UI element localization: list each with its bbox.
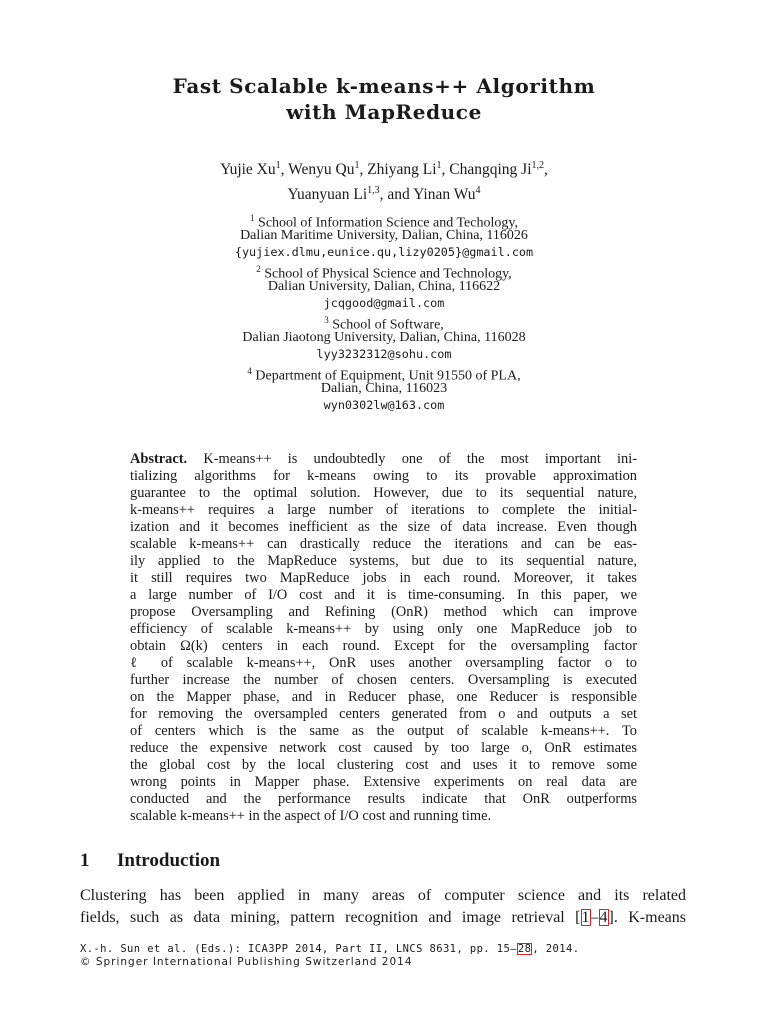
- affiliation-4: $^4$ Department of Equipment, Unit 91550 of PLA,: [247, 366, 521, 384]
- abstract-line: scalable k-means++ in the aspect of I/O cost and running time.: [130, 808, 492, 824]
- body-text: [80, 884, 686, 928]
- abstract-line: the global cost by the local clustering cost and uses it to remove some: [130, 757, 637, 773]
- paper-title: [0, 73, 768, 125]
- title-line-1: Fast Scalable k-means++ Algorithm: [172, 74, 596, 98]
- abstract-line: guarantee to the optimal solution. However, due to its sequential nature,: [130, 485, 637, 501]
- abstract: [130, 451, 637, 825]
- section-heading: [80, 850, 220, 872]
- abstract-line: reduce the expensive network cost caused by too large o, OnR estimates: [130, 740, 637, 756]
- affiliation-3: $^3$ School of Software,: [324, 315, 444, 333]
- abstract-line: tializing algorithms for k-means owing to its provable approximation: [130, 468, 637, 484]
- email-address: lyy3232312@sohu.com: [316, 347, 452, 361]
- abstract-line: a large number of I/O cost and it is time-consuming. In this paper, we: [130, 587, 637, 603]
- affiliation-2: $^2$ School of Physical Science and Technology,: [256, 264, 512, 282]
- email-address: wyn0302lw@163.com: [323, 398, 445, 412]
- author-name: and Yinan Wu: [387, 186, 476, 204]
- abstract-line: it still requires two MapReduce jobs in each round. Moreover, it takes: [130, 570, 637, 586]
- abstract-line: propose Oversampling and Refining (OnR) method which can improve: [130, 604, 637, 620]
- abstract-line: further increase the number of chosen centers. Oversampling is executed: [130, 672, 637, 688]
- abstract-line: ization and it becomes inefficient as the size of data increase. Even though: [130, 519, 637, 535]
- author-name: Yujie Xu: [220, 161, 276, 179]
- page-range-link[interactable]: 28: [517, 943, 532, 955]
- body-line: fields, such as data mining, pattern recognition and image retrieval [1–4]. K-means: [80, 909, 686, 926]
- affiliation-1: $^1$ School of Information Science and Techology,: [250, 213, 518, 231]
- abstract-label: Abstract.: [130, 451, 188, 467]
- abstract-line: for removing the oversampled centers generated from o and outputs a set: [130, 706, 637, 722]
- abstract-line: of centers which is the same as the output of scalable k-means++. To: [130, 723, 637, 739]
- abstract-line: obtain Ω(k) centers in each round. Except for the oversampling factor: [130, 638, 637, 654]
- abstract-line: ily applied to the MapReduce systems, but due to its sequential nature,: [130, 553, 637, 569]
- citation-link[interactable]: 1: [581, 909, 590, 926]
- affiliations: $^1$ School of Information Science and Techology, Dalian Maritime University, Dalian, China, 116026 {yujiex.dlmu,eunice.qu,lizy0205}@gmail.com $^2$ School of Physical Science and Technology, Dalian University, Dalian, China, 116622 jcqgood@gmail.com $^3$ School of Software, Dalian Jiaotong University, Dalian, China, 116028 lyy3232312@sohu.com $^4$ Department of Equipment, Unit 91550 of PLA, Dalian, China, 116023 wyn0302lw@163.com: [0, 210, 768, 414]
- footer-copyright: © Springer International Publishing Switzerland 2014: [80, 956, 413, 968]
- author-name: Zhiyang Li: [367, 161, 437, 179]
- citation-link[interactable]: 4: [599, 909, 608, 926]
- abstract-line: wrong points in Mapper phase. Extensive experiments on real data are: [130, 774, 637, 790]
- email-address: jcqgood@gmail.com: [323, 296, 445, 310]
- author-name: Changqing Ji: [449, 161, 532, 179]
- section-number: 1: [80, 850, 90, 871]
- author-list: Yujie Xu$^1$, Wenyu Qu$^1$, Zhiyang Li$^1$, Changqing Ji$^{1,2}$, Yuanyuan Li$^{1,3}$, and Yinan Wu$^4$: [220, 160, 548, 204]
- body-line: Clustering has been applied in many areas of computer science and its related: [80, 887, 686, 904]
- abstract-line: scalable k-means++ can drastically reduce the iterations and can be eas-: [130, 536, 637, 552]
- abstract-line: efficiency of scalable k-means++ by using only one MapReduce job to: [130, 621, 637, 637]
- abstract-line: k-means++ requires a large number of iterations to complete the initial-: [130, 502, 637, 518]
- title-line-2: with MapReduce: [286, 100, 482, 124]
- abstract-line: ℓ of scalable k-means++, OnR uses another oversampling factor o to: [130, 655, 637, 671]
- author-name: Yuanyuan Li: [287, 186, 368, 204]
- abstract-line: on the Mapper phase, and in Reducer phase, one Reducer is responsible: [130, 689, 637, 705]
- footer-citation: X.-h. Sun et al. (Eds.): ICA3PP 2014, Part II, LNCS 8631, pp. 15–28, 2014.: [80, 943, 580, 955]
- email-address: {yujiex.dlmu,eunice.qu,lizy0205}@gmail.com: [234, 245, 534, 259]
- abstract-line: conducted and the performance results indicate that OnR outperforms: [130, 791, 637, 807]
- page-footer: [80, 943, 579, 969]
- section-title: Introduction: [117, 850, 221, 871]
- abstract-line: Abstract. K-means++ is undoubtedly one of the most important ini-: [130, 451, 637, 467]
- author-name: Wenyu Qu: [288, 161, 355, 179]
